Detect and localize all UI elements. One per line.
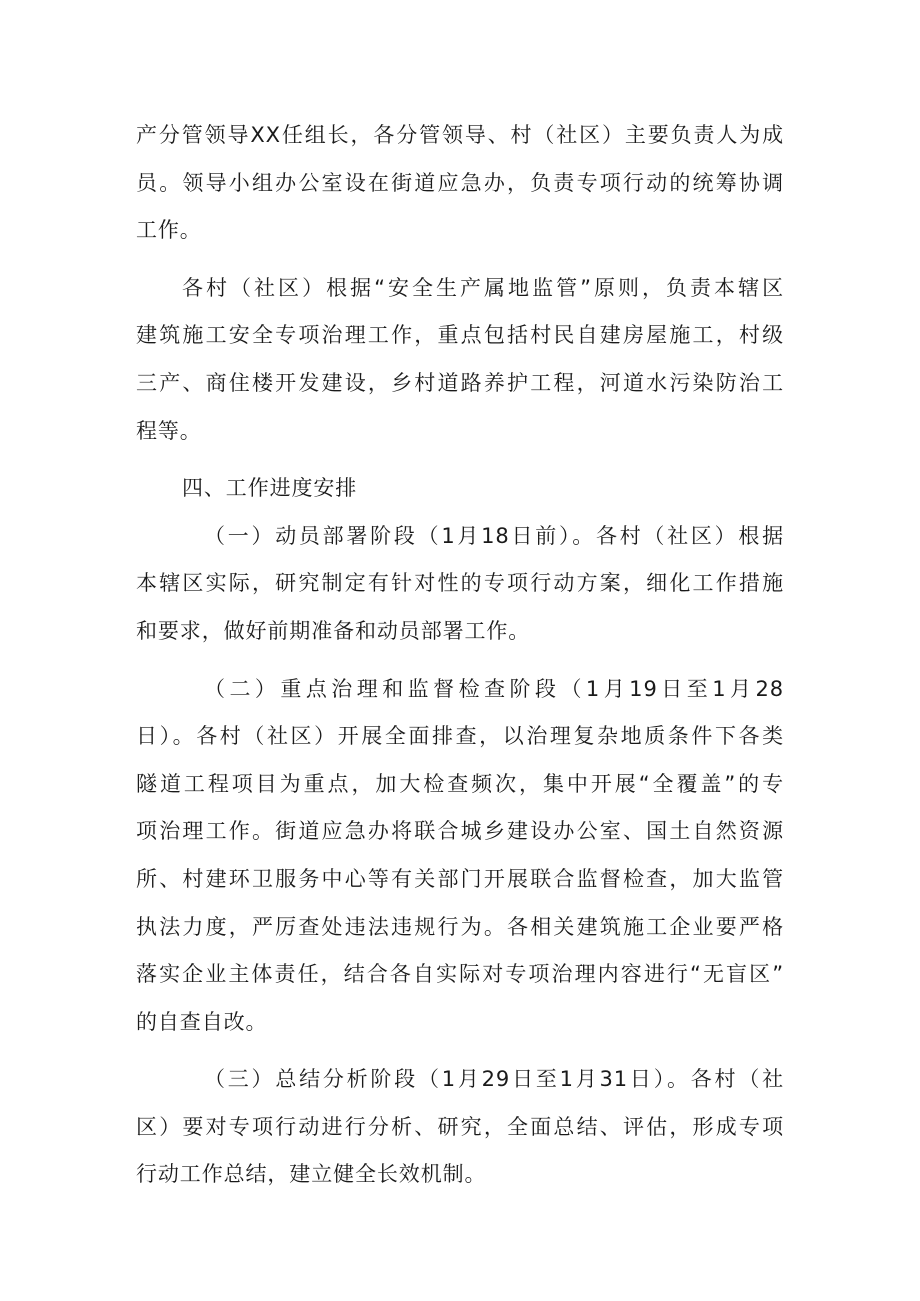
text-line: 工作。 <box>136 218 202 243</box>
text-line: 和要求，做好前期准备和动员部署工作。 <box>136 618 531 643</box>
paragraph-phase-three <box>136 1056 784 1199</box>
text-line: 落实企业主体责任，结合各自实际对专项治理内容进行“无盲区” <box>136 962 784 987</box>
paragraph-village-responsibility <box>136 265 784 455</box>
text-line: 的自查自改。 <box>136 1009 268 1034</box>
text-line: 程等。 <box>136 418 202 443</box>
text-line: 建筑施工安全专项治理工作，重点包括村民自建房屋施工，村级 <box>136 323 784 348</box>
text-line: 日）。各村（社区）开展全面排查，以治理复杂地质条件下各类 <box>136 724 784 749</box>
paragraph-leadership-group <box>136 112 784 255</box>
text-line: 隧道工程项目为重点，加大检查频次，集中开展“全覆盖”的专 <box>136 771 784 796</box>
text-line: 员。领导小组办公室设在街道应急办，负责专项行动的统筹协调 <box>136 170 784 195</box>
paragraph-phase-one <box>136 513 784 656</box>
document-body <box>136 112 784 1199</box>
text-line: （三）总结分析阶段（1月29日至1月31日）。各村（社 <box>204 1067 784 1092</box>
paragraph-phase-two <box>136 666 784 1047</box>
text-line: 所、村建环卫服务中心等有关部门开展联合监督检查，加大监管 <box>136 866 784 891</box>
text-line: 项治理工作。街道应急办将联合城乡建设办公室、国土自然资源 <box>136 819 784 844</box>
text-line: 三产、商住楼开发建设，乡村道路养护工程，河道水污染防治工 <box>136 370 784 395</box>
section-heading-schedule <box>136 465 784 513</box>
section-heading-text: 四、工作进度安排 <box>182 476 358 501</box>
text-line: 执法力度，严厉查处违法违规行为。各相关建筑施工企业要严格 <box>136 914 784 939</box>
text-line: 行动工作总结，建立健全长效机制。 <box>136 1162 487 1187</box>
text-line: 产分管领导XX任组长，各分管领导、村（社区）主要负责人为成 <box>136 123 784 147</box>
text-line: 区）要对专项行动进行分析、研究，全面总结、评估，形成专项 <box>136 1114 784 1139</box>
text-line: （一）动员部署阶段（1月18日前）。各村（社区）根据 <box>204 523 784 548</box>
text-line: 本辖区实际，研究制定有针对性的专项行动方案，细化工作措施 <box>136 571 784 596</box>
text-line: （二）重点治理和监督检查阶段（1月19日至1月28 <box>204 676 784 701</box>
text-line: 各村（社区）根据“安全生产属地监管”原则，负责本辖区 <box>182 275 784 300</box>
